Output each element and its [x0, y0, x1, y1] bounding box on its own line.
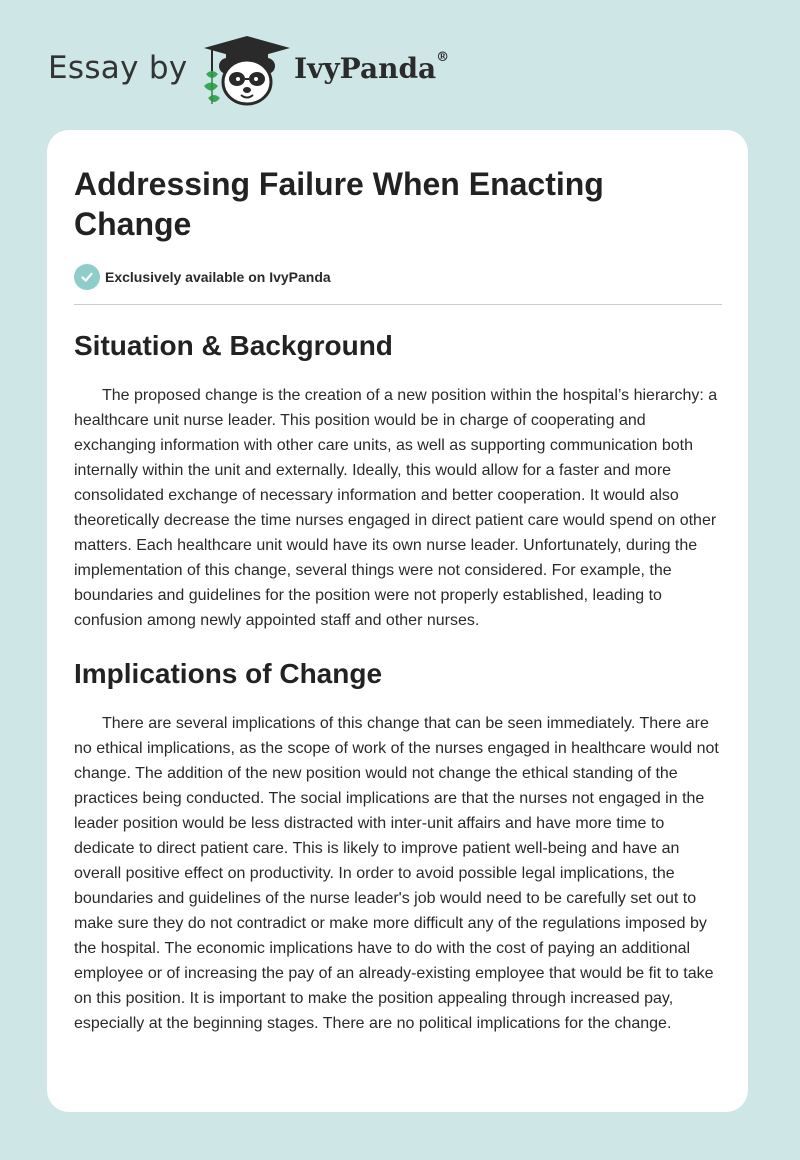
panda-logo-icon [200, 34, 294, 110]
divider [74, 304, 722, 305]
section-heading: Implications of Change [74, 658, 383, 689]
registered-mark: ® [436, 50, 450, 65]
brand-header[interactable] [48, 30, 468, 110]
essay-card [47, 130, 748, 1112]
essay-title: Addressing Failure When Enacting Change [74, 166, 604, 242]
section-paragraph: There are several implications of this change that can be seen immediately. There are no ethical implications, as the scope of work of the nurses engaged in healthcare would not change. The addition of the new position would not change the ethical standing of the practices being conducted. The social implications are that the nurses not engaged in the leader position would be less distracted with inter-unit affairs and have more time to dedicate to direct patient care. This is likely to improve patient well-being and have an overall positive effect on productivity. In order to avoid possible legal implications, the boundaries and guidelines of the nurse leader's job would need to be carefully set out to make sure they do not contradict or make more difficult any of the regulations imposed by the hospital. The economic implications have to do with the cost of paying an additional employee or of increasing the pay of an already-existing employee that would be fit to take on this position. It is important to make the position appealing through increased pay, especially at the beginning stages. There are no political implications for the change. [74, 715, 719, 1032]
section-heading: Situation & Background [74, 330, 393, 361]
exclusive-badge [74, 264, 722, 290]
exclusive-label: Exclusively available on IvyPanda [105, 269, 331, 285]
brand-prefix: Essay by [48, 50, 188, 86]
brand-name: IvyPanda® [294, 50, 450, 85]
section-paragraph: The proposed change is the creation of a new position within the hospital’s hierarchy: a healthcare unit nurse leader. This position would be in charge of cooperating and exchanging information with other care units, as well as supporting communication both internally within the unit and externally. Ideally, this would allow for a faster and more consolidated exchange of necessary information and better cooperation. It would also theoretically decrease the time nurses engaged in direct patient care would spend on other matters. Each healthcare unit would have its own nurse leader. Unfortunately, during the implementation of this change, several things were not considered. For example, the boundaries and guidelines for the position were not properly established, leading to confusion among newly appointed staff and other nurses. [74, 387, 718, 629]
check-icon [74, 264, 100, 290]
